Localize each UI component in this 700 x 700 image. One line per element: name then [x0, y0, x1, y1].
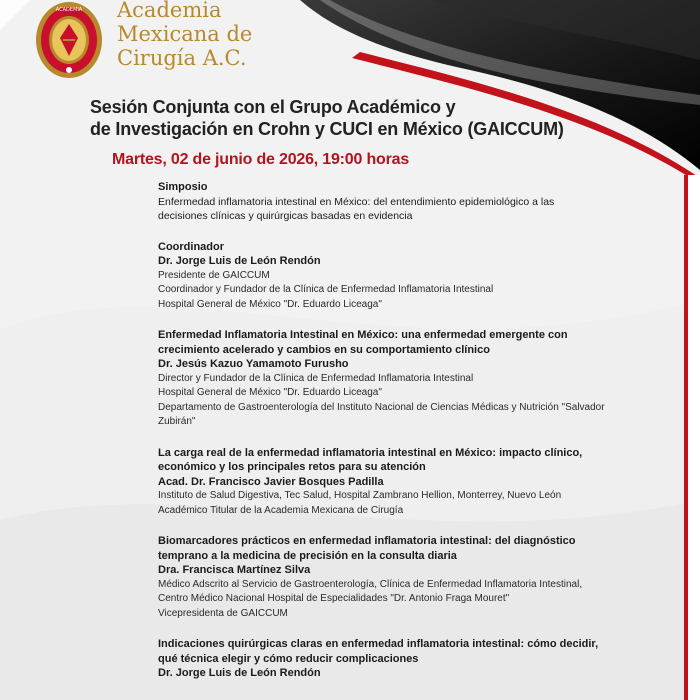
academy-name-line3: Cirugía A.C. [117, 46, 247, 70]
speaker-affiliation: Departamento de Gastroenterología del Instituto Nacional de Ciencias Médicas y Nutrición "Salvador Zubirán" [158, 401, 605, 427]
program-list [158, 180, 628, 697]
program-item-talk [158, 328, 628, 430]
speaker-affiliation: Vicepresidenta de GAICCUM [158, 607, 288, 619]
speaker-affiliation: Médico Adscrito al Servicio de Gastroenterología, Clínica de Enfermedad Inflamatoria Intestinal, [158, 578, 583, 590]
program-heading: Coordinador [158, 240, 224, 253]
talk-title-line: Indicaciones quirúrgicas claras en enfermedad inflamatoria intestinal: cómo decidir, [158, 638, 599, 650]
academy-emblem-logo [34, 0, 104, 80]
talk-title-line: qué técnica elegir y cómo reducir complicaciones [158, 652, 419, 665]
program-topic-line: decisiones clínicas y quirúrgicas basadas en evidencia [158, 210, 413, 222]
speaker-affiliation: Director y Fundador de la Clínica de Enfermedad Inflamatoria Intestinal [158, 372, 474, 384]
session-title-line1: Sesión Conjunta con el Grupo Académico y [90, 97, 456, 117]
speaker-name: Dr. Jorge Luis de León Rendón [158, 255, 321, 267]
speaker-name: Acad. Dr. Francisco Javier Bosques Padilla [158, 475, 384, 488]
talk-title-line: crecimiento acelerado y cambios en su comportamiento clínico [158, 343, 490, 356]
svg-text:ACADEMIA: ACADEMIA [55, 7, 83, 13]
program-item-talk [158, 637, 628, 681]
speaker-affiliation: Centro Médico Nacional Hospital de Especialidades "Dr. Antonio Fraga Mouret" [158, 593, 510, 604]
talk-title-line: Enfermedad Inflamatoria Intestinal en México: una enfermedad emergente con [158, 329, 568, 341]
speaker-affiliation: Hospital General de México "Dr. Eduardo Liceaga" [158, 387, 382, 398]
session-date: Martes, 02 de junio de 2026, 19:00 horas [112, 151, 410, 168]
speaker-affiliation: Instituto de Salud Digestiva, Tec Salud, Hospital Zambrano Hellion, Monterrey, Nuevo León [158, 490, 562, 501]
talk-title-line: temprano a la medicina de precisión en la consulta diaria [158, 549, 457, 562]
program-heading: Simposio [158, 181, 208, 193]
session-title [90, 96, 564, 140]
speaker-affiliation: Coordinador y Fundador de la Clínica de Enfermedad Inflamatoria Intestinal [158, 284, 494, 295]
speaker-name: Dr. Jesús Kazuo Yamamoto Furusho [158, 358, 349, 370]
speaker-affiliation: Hospital General de México "Dr. Eduardo Liceaga" [158, 298, 382, 310]
program-item-symposium [158, 180, 628, 224]
talk-title-line: La carga real de la enfermedad inflamatoria intestinal en México: impacto clínico, [158, 446, 583, 459]
speaker-affiliation: Presidente de GAICCUM [158, 269, 270, 281]
program-item-talk [158, 446, 628, 519]
speaker-affiliation: Académico Titular de la Academia Mexicana de Cirugía [158, 504, 404, 516]
speaker-name: Dr. Jorge Luis de León Rendón [158, 667, 321, 679]
talk-title-line: económico y los principales retos para su atención [158, 461, 426, 473]
talk-title-line: Biomarcadores prácticos en enfermedad inflamatoria intestinal: del diagnóstico [158, 535, 576, 547]
academy-name [117, 0, 252, 70]
academy-name-line2: Mexicana de [117, 22, 253, 46]
program-item-talk [158, 534, 628, 621]
session-title-line2: de Investigación en Crohn y CUCI en México (GAICCUM) [90, 119, 564, 139]
program-item-coordinator [158, 240, 628, 313]
program-topic-line: Enfermedad inflamatoria intestinal en México: del entendimiento epidemiológico a las [158, 195, 555, 208]
speaker-name: Dra. Francisca Martínez Silva [158, 564, 311, 576]
academy-name-line1: Academia [117, 0, 222, 22]
